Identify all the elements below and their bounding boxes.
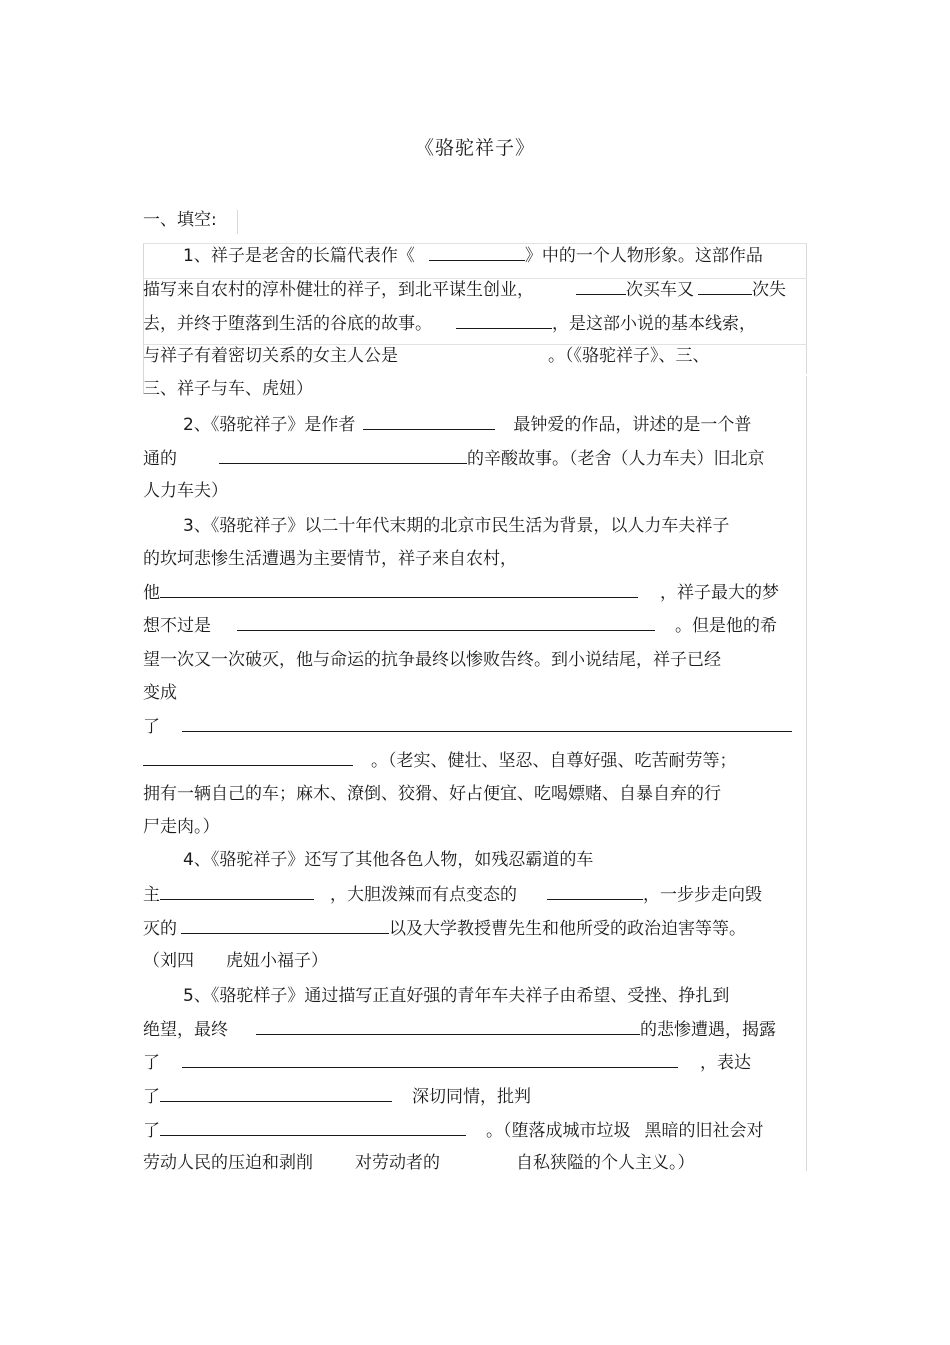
- q5-line-4: 了 深切同情，批判: [143, 1084, 531, 1109]
- q3-line-6: 变成: [143, 683, 177, 703]
- answer-blank[interactable]: [182, 714, 792, 732]
- answer-blank[interactable]: [182, 1050, 678, 1068]
- q3-line-7: 了: [143, 714, 792, 739]
- answer-blank[interactable]: [456, 311, 552, 329]
- answer-blank[interactable]: [698, 277, 752, 295]
- scan-artifact: [806, 376, 807, 1171]
- answer-blank[interactable]: [219, 446, 467, 464]
- q5-line-2: 绝望，最终 的悲惨遭遇，揭露: [143, 1017, 776, 1042]
- q2-line-2: 通的 的辛酸故事。（老舍（人力车夫）旧北京: [143, 446, 765, 471]
- q4-line-3: 灭的 以及大学教授曹先生和他所受的政治迫害等等。: [143, 916, 746, 941]
- q1-line-4: 与祥子有着密切关系的女主人公是 。（《骆驼祥子》、三、: [143, 346, 710, 366]
- answer-blank[interactable]: [181, 916, 389, 934]
- answer-blank[interactable]: [160, 1118, 466, 1136]
- q5-line-3: 了 ，表达: [143, 1050, 751, 1075]
- q1-line-2: 描写来自农村的淳朴健壮的祥子，到北平谋生创业， 次买车又 次失: [143, 277, 786, 302]
- answer-blank[interactable]: [576, 277, 626, 295]
- q1-line-1: 1、祥子是老舍的长篇代表作《 》中的一个人物形象。这部作品: [183, 243, 763, 268]
- q3-line-5: 望一次又一次破灭，他与命运的抗争最终以惨败告终。到小说结尾，祥子已经: [143, 650, 721, 670]
- q3-line-1: 3、《骆驼祥子》以二十年代末期的北京市民生活为背景，以人力车夫祥子: [183, 516, 730, 536]
- q3-line-4: 想不过是 。但是他的希: [143, 613, 777, 638]
- q3-line-9: 拥有一辆自己的车；麻木、潦倒、狡猾、好占便宜、吃喝嫖赌、自暴自弃的行: [143, 784, 721, 804]
- q5-line-5: 了 。（堕落成城市垃圾 黑暗的旧社会对: [143, 1118, 764, 1143]
- q3-line-10: 尸走肉。）: [143, 817, 220, 837]
- answer-blank[interactable]: [256, 1017, 640, 1035]
- q4-line-1: 4、《骆驼祥子》还写了其他各色人物，如残忍霸道的车: [183, 850, 594, 870]
- answer-blank[interactable]: [363, 412, 495, 430]
- q5-line-6: 劳动人民的压迫和剥削 对劳动者的 自私狭隘的个人主义。）: [143, 1153, 695, 1173]
- q4-line-4: （刘四 虎妞小福子）: [143, 951, 328, 971]
- q3-line-8: 。（老实、健壮、坚忍、自尊好强、吃苦耐劳等；: [143, 748, 737, 773]
- answer-blank[interactable]: [160, 882, 314, 900]
- answer-blank[interactable]: [160, 1084, 392, 1102]
- q5-line-1: 5、《骆驼样子》通过描写正直好强的青年车夫祥子由希望、受挫、挣扎到: [183, 986, 730, 1006]
- answer-blank[interactable]: [429, 243, 525, 261]
- q4-line-2: 主 ，大胆泼辣而有点变态的 ，一步步走向毁: [143, 882, 762, 907]
- answer-blank[interactable]: [143, 748, 353, 766]
- answer-blank[interactable]: [237, 613, 655, 631]
- q3-line-3: 他 ，祥子最大的梦: [143, 580, 779, 605]
- scan-artifact: [237, 210, 238, 234]
- scan-artifact: [806, 244, 807, 374]
- q2-line-1: 2、《骆驼祥子》是作者 最钟爱的作品，讲述的是一个普: [183, 412, 751, 437]
- answer-blank[interactable]: [160, 580, 638, 598]
- answer-blank[interactable]: [547, 882, 643, 900]
- section-heading: 一、填空:: [143, 210, 217, 230]
- q1-line-5: 三、祥子与车、虎妞）: [143, 379, 313, 399]
- q3-line-2: 的坎坷悲惨生活遭遇为主要情节，祥子来自农村，: [143, 549, 517, 569]
- q2-line-3: 人力车夫）: [143, 481, 228, 501]
- q1-line-3: 去，并终于堕落到生活的谷底的故事。 ，是这部小说的基本线索，: [143, 311, 756, 336]
- page-title: 《骆驼祥子》: [414, 137, 535, 159]
